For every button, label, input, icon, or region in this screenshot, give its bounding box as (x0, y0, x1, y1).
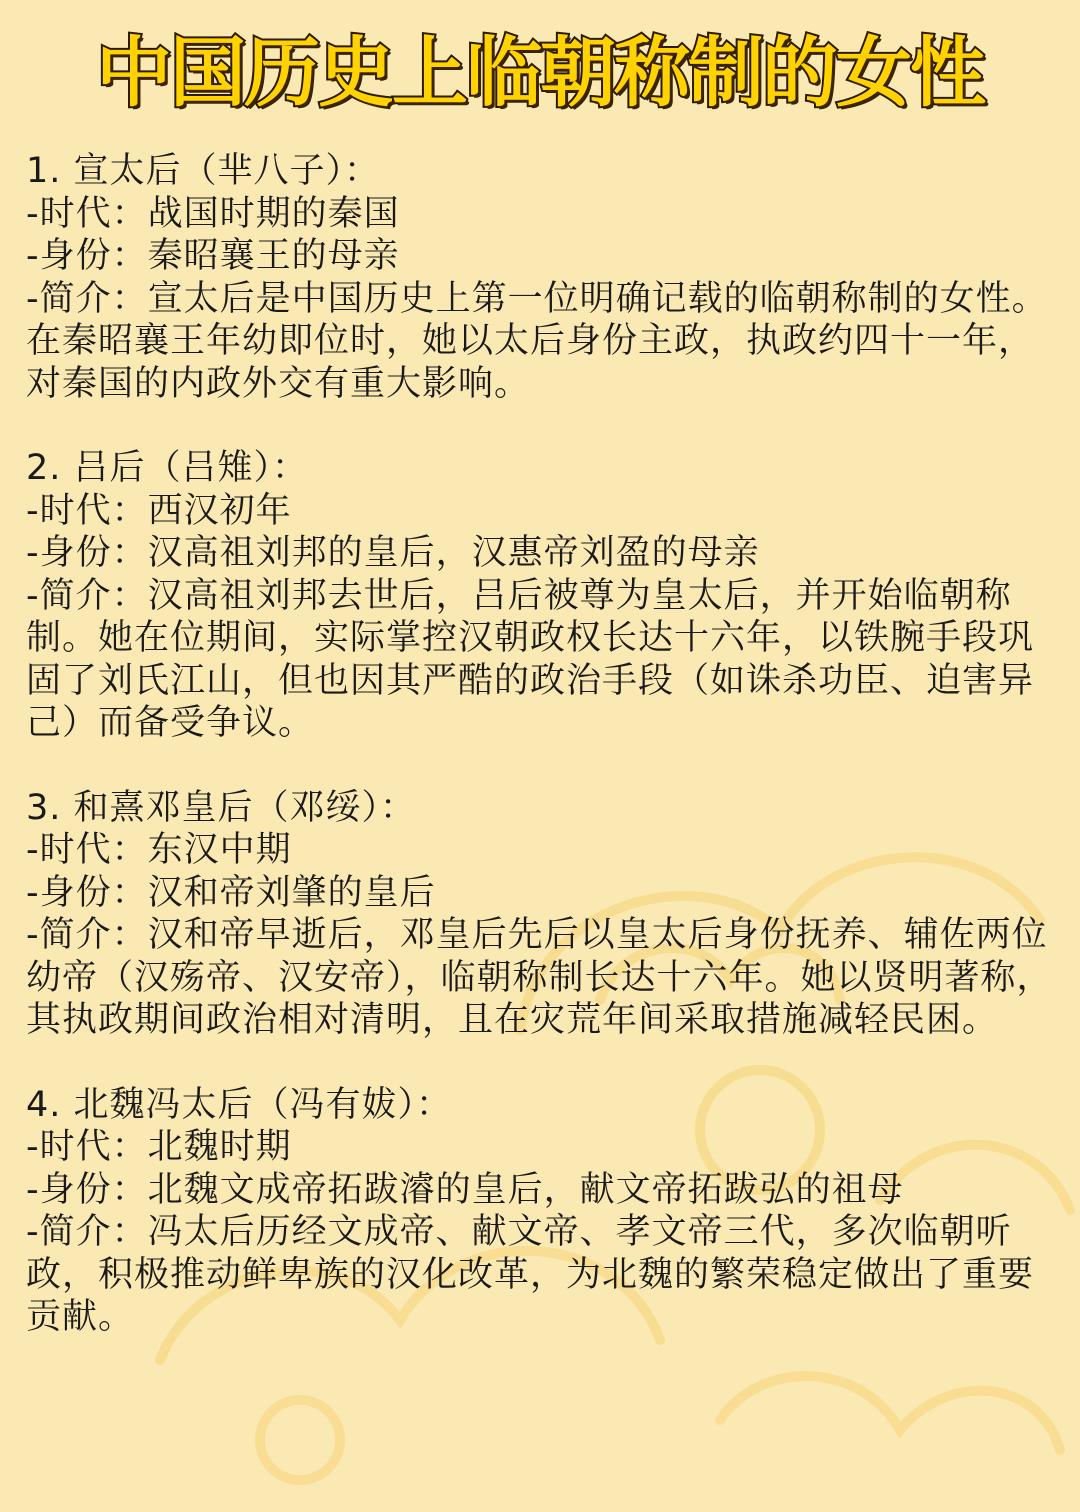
section-identity: -身份：秦昭襄王的母亲 (26, 236, 400, 276)
section-heading: 2. 吕后（吕雉）： (26, 448, 309, 488)
section-heading: 4. 北魏冯太后（冯有妭）： (26, 1084, 453, 1125)
section-era: -时代：东汉中期 (26, 830, 292, 870)
section-identity: -身份：汉高祖刘邦的皇后，汉惠帝刘盈的母亲 (26, 533, 760, 573)
section-identity: -身份：汉和帝刘肇的皇后 (26, 872, 436, 913)
section-xuan-taihou (26, 150, 1056, 405)
section-era: -时代：战国时期的秦国 (26, 193, 400, 234)
section-heading: 1. 宣太后（芈八子）： (26, 151, 381, 191)
page-title: 中国历史上临朝称制的女性 (96, 28, 984, 117)
article-body (26, 150, 1056, 1339)
section-identity: -身份：北魏文成帝拓跋濬的皇后，献文帝拓跋弘的祖母 (26, 1169, 904, 1210)
section-lv-hou (26, 447, 1056, 745)
section-heading: 3. 和熹邓皇后（邓绥）： (26, 787, 417, 828)
section-intro: -简介：冯太后历经文成帝、献文帝、孝文帝三代，多次临朝听政，积极推动鲜卑族的汉化改革，为北魏的繁荣稳定做出了重要贡献。 (26, 1212, 1035, 1337)
section-beiwei-feng-taihou (26, 1084, 1056, 1339)
section-hexi-deng-huanghou (26, 787, 1056, 1042)
section-intro: -简介：汉和帝早逝后，邓皇后先后以皇太后身份抚养、辅佐两位幼帝（汉殇帝、汉安帝），临朝称制长达十六年。她以贤明著称，其执政期间政治相对清明，且在灾荒年间采取措施减轻民困。 (26, 915, 1053, 1040)
section-intro: -简介：汉高祖刘邦去世后，吕后被尊为皇太后，并开始临朝称制。她在位期间，实际掌控汉朝政权长达十六年，以铁腕手段巩固了刘氏江山，但也因其严酷的政治手段（如诛杀功臣、迫害异己）而备受争议。 (26, 575, 1035, 743)
section-era: -时代：西汉初年 (26, 490, 292, 531)
section-era: -时代：北魏时期 (26, 1127, 292, 1167)
section-intro: -简介：宣太后是中国历史上第一位明确记载的临朝称制的女性。在秦昭襄王年幼即位时，她以太后身份主政，执政约四十一年，对秦国的内政外交有重大影响。 (26, 278, 1048, 404)
